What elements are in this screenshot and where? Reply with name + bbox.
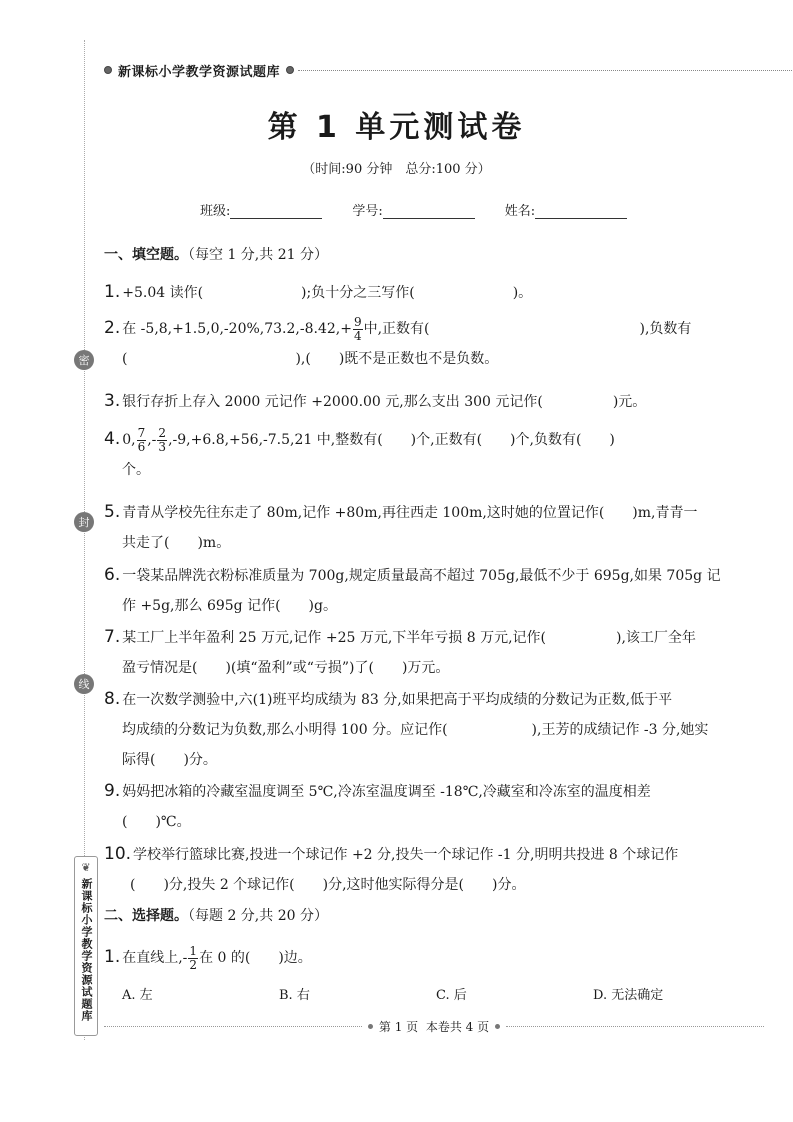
choice-options: [122, 984, 762, 1003]
question-9: 9. 妈妈把冰箱的冷藏室温度调至 5℃,冷冻室温度调至 -18℃,冷藏室和冷冻室的温度相差 ( )℃。: [104, 781, 651, 830]
question-4: 4. 0, $\frac{7}{6}$ ,- $\frac{2}{3}$ ,-9,+6.8,+56,-7.5,21 中,整数有( )个,正数有( )个,负数有( ) 个。: [104, 425, 615, 478]
binding-mark-mi: 密: [74, 350, 94, 370]
question-3: 3. 银行存折上存入 2000 元记作 +2000.00 元,那么支出 300 元记作( )元。: [104, 391, 647, 411]
question-10: 10. 学校举行篮球比赛,投进一个球记作 +2 分,投失一个球记作 -1 分,明明共投进 8 个球记作 ( )分,投失 2 个球记作( )分,这时他实际得分是( )分。: [104, 844, 679, 893]
side-brand-tab: [74, 856, 98, 1036]
header-bar: [104, 60, 792, 80]
side-brand-text: 新课标小学教学资源试题库: [80, 878, 93, 1022]
logo-icon: ❦: [81, 861, 91, 874]
question-8: 8. 在一次数学测验中,六(1)班平均成绩为 83 分,如果把高于平均成绩的分数记为正数,低于平 均成绩的分数记为负数,那么小明得 100 分。应记作( ),王芳的成绩记作 -3 分,她实 际得( )分。: [104, 689, 709, 768]
page-total: 本卷共 4 页: [425, 1020, 490, 1034]
bullet-icon: [104, 66, 112, 74]
page-number: 第 1 页: [378, 1020, 419, 1034]
section-multiple-choice: 二、选择题。（每题 2 分,共 20 分）: [104, 908, 328, 924]
question-2: 2. 在 -5,8,+1.5,0,-20%,73.2,-8.42,+ $\frac{9}{4}$ 中,正数有( ),负数有 ( ),( )既不是正数也不是负数。: [104, 314, 692, 367]
question-1: 1. +5.04 读作( );负十分之三写作( )。: [104, 282, 533, 302]
question-7: 7. 某工厂上半年盈利 25 万元,记作 +25 万元,下半年亏损 8 万元,记作( ),该工厂全年 盈亏情况是( )(填“盈利”或“亏损”)了( )万元。: [104, 627, 696, 676]
question-5: 5. 青青从学校先往东走了 80m,记作 +80m,再往西走 100m,这时她的位置记作( )m,青青一 共走了( )m。: [104, 502, 698, 551]
header-brand: 新课标小学教学资源试题库: [118, 64, 281, 80]
option-c[interactable]: C. 后: [436, 988, 467, 1003]
student-id-field[interactable]: 学号:: [352, 200, 474, 219]
section-fill-blank: 一、填空题。（每空 1 分,共 21 分）: [104, 247, 328, 263]
binding-mark-feng: 封: [74, 512, 94, 532]
header-divider: [298, 70, 792, 71]
option-d[interactable]: D. 无法确定: [593, 988, 664, 1003]
exam-time-score: （时间:90 分钟 总分:100 分）: [302, 162, 491, 177]
name-field[interactable]: 姓名:: [505, 200, 627, 219]
choice-question-1: 1. 在直线上,- $\frac{1}{2}$ 在 0 的( )边。: [104, 943, 312, 972]
class-field[interactable]: 班级:: [200, 200, 322, 219]
option-a[interactable]: A. 左: [122, 988, 153, 1003]
page-title: 第 1 单元测试卷: [267, 110, 526, 145]
binding-mark-xian: 线: [74, 674, 94, 694]
option-b[interactable]: B. 右: [279, 988, 310, 1003]
question-6: 6. 一袋某品牌洗衣粉标准质量为 700g,规定质量最高不超过 705g,最低不少于 695g,如果 705g 记 作 +5g,那么 695g 记作( )g。: [104, 565, 721, 614]
page-footer: [104, 1018, 764, 1035]
bullet-icon: [286, 66, 294, 74]
student-info: [200, 200, 657, 219]
